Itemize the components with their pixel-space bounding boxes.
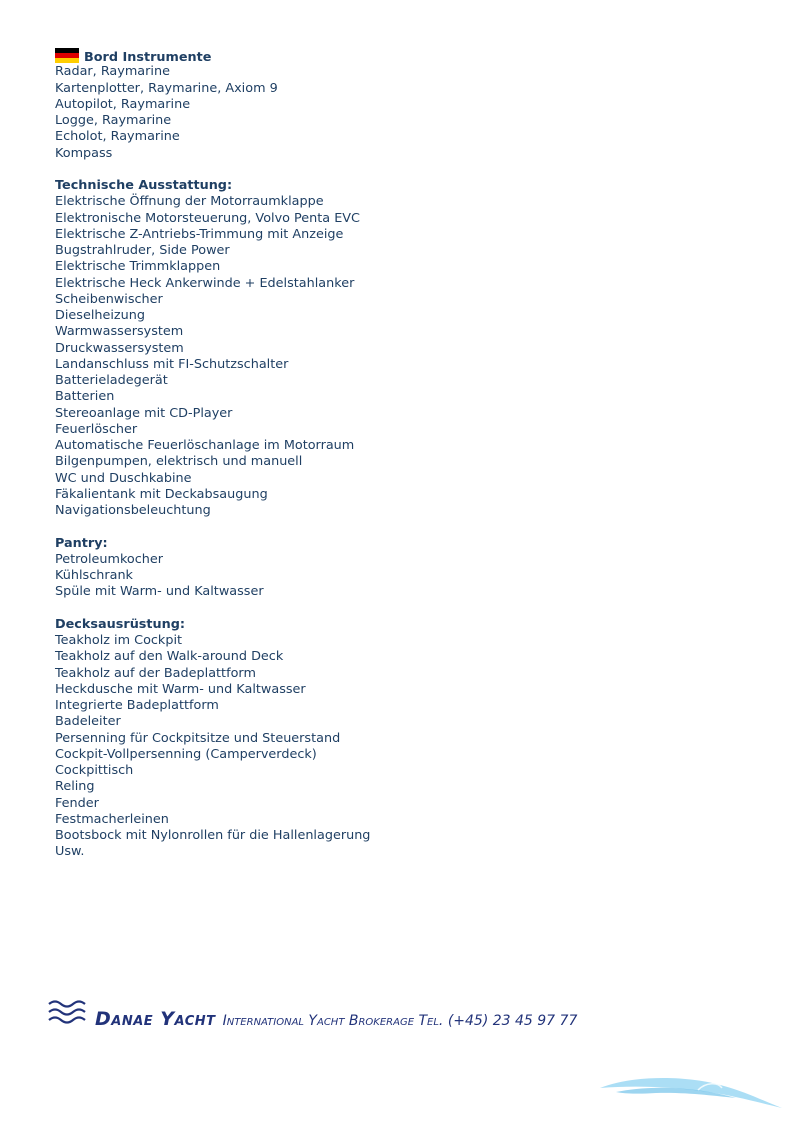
list-item: Fäkalientank mit Deckabsaugung <box>55 486 268 502</box>
list-item: Petroleumkocher <box>55 551 164 567</box>
list-item: Bootsbock mit Nylonrollen für die Hallenlagerung <box>55 828 371 843</box>
list-item: Landanschluss mit FI-Schutzschalter <box>55 356 289 372</box>
list-item: Teakholz auf der Badeplattform <box>55 665 256 681</box>
list-item: Cockpittisch <box>55 763 134 778</box>
list-item: Feuerlöscher <box>55 421 138 437</box>
section-heading-decksausruestung: Decksausrüstung: <box>55 616 186 632</box>
list-item: Teakholz im Cockpit <box>55 633 183 648</box>
list-item: Dieselheizung <box>55 308 145 323</box>
list-item: Bilgenpumpen, elektrisch und manuell <box>55 454 303 470</box>
list-item: Echolot, Raymarine <box>55 129 180 145</box>
list-item: Integrierte Badeplattform <box>55 698 219 713</box>
list-item: Autopilot, Raymarine <box>55 96 191 112</box>
list-item: Navigationsbeleuchtung <box>55 503 211 518</box>
list-item: Elektrische Heck Ankerwinde + Edelstahlanker <box>55 275 355 291</box>
list-item: Scheibenwischer <box>55 291 163 307</box>
list-item: Warmwassersystem <box>55 324 184 340</box>
list-item: Stereoanlage mit CD-Player <box>55 405 233 421</box>
wave-swoosh-icon <box>596 1072 786 1112</box>
list-item: Heckdusche mit Warm- und Kaltwasser <box>55 681 306 697</box>
list-item: Elektronische Motorsteuerung, Volvo Penta EVC <box>55 210 360 226</box>
section-heading-bord-instrumente: Bord Instrumente <box>55 48 675 64</box>
list-item: Fender <box>55 795 99 811</box>
list-item: WC und Duschkabine <box>55 470 192 486</box>
section-heading-technische-ausstattung: Technische Ausstattung: <box>55 178 233 193</box>
german-flag-icon <box>55 48 79 63</box>
wave-logo-icon <box>48 998 86 1026</box>
list-item: Usw. <box>55 844 85 860</box>
list-item: Kompass <box>55 145 113 161</box>
list-item: Kühlschrank <box>55 568 133 583</box>
list-item: Batterien <box>55 389 115 405</box>
list-item: Automatische Feuerlöschanlage im Motorraum <box>55 438 355 453</box>
list-item: Reling <box>55 779 95 795</box>
list-item: Cockpit-Vollpersenning (Camperverdeck) <box>55 746 317 762</box>
list-item: Badeleiter <box>55 714 121 730</box>
list-item: Teakholz auf den Walk-around Deck <box>55 649 284 665</box>
list-item: Radar, Raymarine <box>55 64 170 80</box>
list-item: Batterieladegerät <box>55 373 168 388</box>
list-item: Elektrische Öffnung der Motorraumklappe <box>55 194 324 210</box>
list-item: Festmacherleinen <box>55 811 169 827</box>
footer-text <box>95 1008 577 1030</box>
footer-tagline: International Yacht Brokerage Tel. (+45) 23 45 97 77 <box>222 1013 578 1029</box>
footer <box>48 996 728 1036</box>
brand-name: Danae Yacht <box>95 1008 216 1030</box>
list-item: Kartenplotter, Raymarine, Axiom 9 <box>55 80 278 96</box>
section-heading-pantry: Pantry: <box>55 535 108 551</box>
list-item: Bugstrahlruder, Side Power <box>55 243 230 258</box>
list-item: Persenning für Cockpitsitze und Steuerstand <box>55 730 341 746</box>
equipment-list <box>55 48 675 861</box>
list-item: Druckwassersystem <box>55 340 184 356</box>
list-item: Elektrische Trimmklappen <box>55 259 221 275</box>
list-item: Logge, Raymarine <box>55 113 172 128</box>
list-item: Spüle mit Warm- und Kaltwasser <box>55 584 264 600</box>
list-item: Elektrische Z-Antriebs-Trimmung mit Anzeige <box>55 226 344 242</box>
